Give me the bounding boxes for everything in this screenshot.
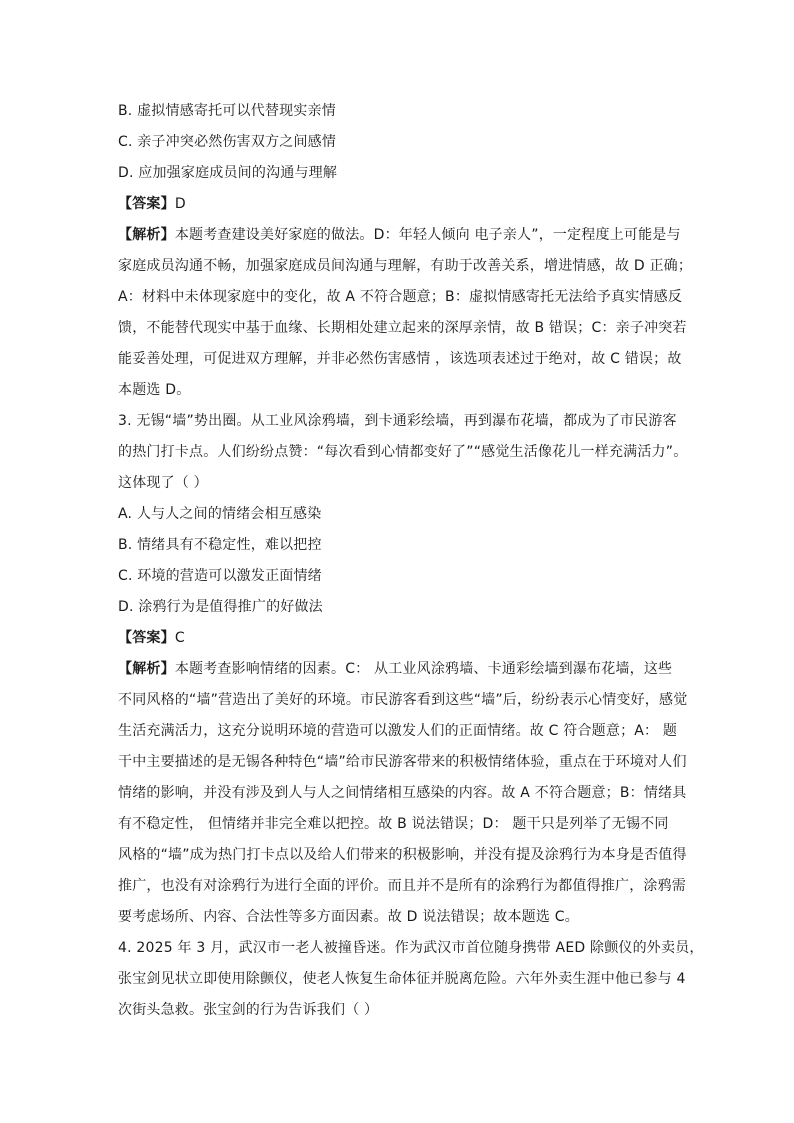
q3-analysis-line: 不同风格的“墙”营造出了美好的环境。市民游客看到这些“墙”后，纷纷表示心情变好，感觉 — [118, 692, 688, 708]
q4-stem-line: 张宝剑见状立即使用除颤仪，使老人恢复生命体征并脱离危险。六年外卖生涯中他已参与 4 — [118, 971, 686, 987]
q3-option-c: C. 环境的营造可以激发正面情绪 — [118, 568, 322, 584]
question-2 — [118, 96, 693, 406]
q2-analysis — [118, 220, 693, 406]
q3-analysis-line: 推广，也没有对涂鸦行为进行全面的评价。而且并不是所有的涂鸦行为都值得推广，涂鸦需 — [118, 878, 686, 894]
q2-option-d: D. 应加强家庭成员间的沟通与理解 — [118, 165, 338, 181]
q3-option-a: A. 人与人之间的情绪会相互感染 — [118, 506, 322, 522]
q3-analysis-line: 要考虑场所、内容、合法性等多方面因素。故 D 说法错误；故本题选 C。 — [118, 909, 579, 925]
q3-stem-line: 的热门打卡点。人们纷纷点赞：“每次看到心情都变好了”“感觉生活像花儿一样充满活力”。 — [118, 444, 688, 460]
q3-option-d: D. 涂鸦行为是值得推广的好做法 — [118, 599, 323, 615]
document-content — [118, 96, 704, 1026]
q2-answer-tag: 【答案】 — [118, 196, 175, 212]
q4-stem-line: 4. 2025 年 3 月，武汉市一老人被撞昏迷。作为武汉市首位随身携带 AED 除颤仪的外卖员， — [118, 940, 704, 956]
q3-answer-value: C — [174, 630, 185, 646]
q2-answer-value: D — [174, 196, 186, 212]
q2-analysis-tag: 【解析】 — [118, 227, 175, 243]
q3-analysis-line — [118, 654, 678, 685]
q3-analysis-tag: 【解析】 — [118, 661, 175, 677]
q3-analysis-line: 有不稳定性， 但情绪并非完全难以把控。故 B 说法错误；D： 题干只是列举了无锡不同 — [118, 816, 669, 832]
q4-stem-line: 次街头急救。张宝剑的行为告诉我们（ ） — [118, 1002, 379, 1018]
q3-analysis — [118, 654, 688, 933]
q3-answer-tag: 【答案】 — [118, 630, 175, 646]
q3-option-b: B. 情绪具有不稳定性，难以把控 — [118, 537, 322, 553]
q2-option-b: B. 虚拟情感寄托可以代替现实亲情 — [118, 103, 336, 119]
question-3 — [118, 406, 688, 933]
q2-option-c: C. 亲子冲突必然伤害双方之间感情 — [118, 134, 337, 150]
q3-analysis-line: 风格的“墙”成为热门打卡点以及给人们带来的积极影响，并没有提及涂鸦行为本身是否值得 — [118, 847, 687, 863]
q3-analysis-line: 情绪的影响，并没有涉及到人与人之间情绪相互感染的内容。故 A 不符合题意；B：情绪具 — [118, 785, 687, 801]
q2-analysis-line — [118, 220, 681, 251]
question-4 — [118, 933, 704, 1026]
q2-analysis-line: A：材料中未体现家庭中的变化，故 A 不符合题意；B：虚拟情感寄托无法给予真实情感反 — [118, 289, 683, 305]
q3-analysis-text: 本题考查影响情绪的因素。C： 从工业风涂鸦墙、卡通彩绘墙到瀑布花墙，这些 — [174, 661, 673, 677]
q2-analysis-text: 本题考查建设美好家庭的做法。D：年轻人倾向 电子亲人”，一定程度上可能是与 — [174, 227, 681, 243]
q2-analysis-line: 能妥善处理，可促进双方理解，并非必然伤害感情 ，该选项表述过于绝对，故 C 错误；故 — [118, 351, 682, 367]
q3-answer — [118, 623, 678, 654]
q2-answer — [118, 189, 678, 220]
q2-analysis-line: 本题选 D。 — [118, 382, 191, 398]
q3-stem-line: 3. 无锡“墙”势出圈。从工业风涂鸦墙，到卡通彩绘墙，再到瀑布花墙，都成为了市民游客 — [118, 413, 677, 429]
q3-stem-line: 这体现了（ ） — [118, 475, 208, 491]
q3-analysis-line: 干中主要描述的是无锡各种特色“墙”给市民游客带来的积极情绪体验，重点在于环境对人们 — [118, 754, 687, 770]
q2-analysis-line: 家庭成员沟通不畅，加强家庭成员间沟通与理解，有助于改善关系，增进情感，故 D 正确； — [118, 258, 693, 274]
q3-analysis-line: 生活充满活力，这充分说明环境的营造可以激发人们的正面情绪。故 C 符合题意；A： 题 — [118, 723, 678, 739]
q2-analysis-line: 馈，不能替代现实中基于血缘、长期相处建立起来的深厚亲情，故 B 错误；C：亲子冲突若 — [118, 320, 687, 336]
